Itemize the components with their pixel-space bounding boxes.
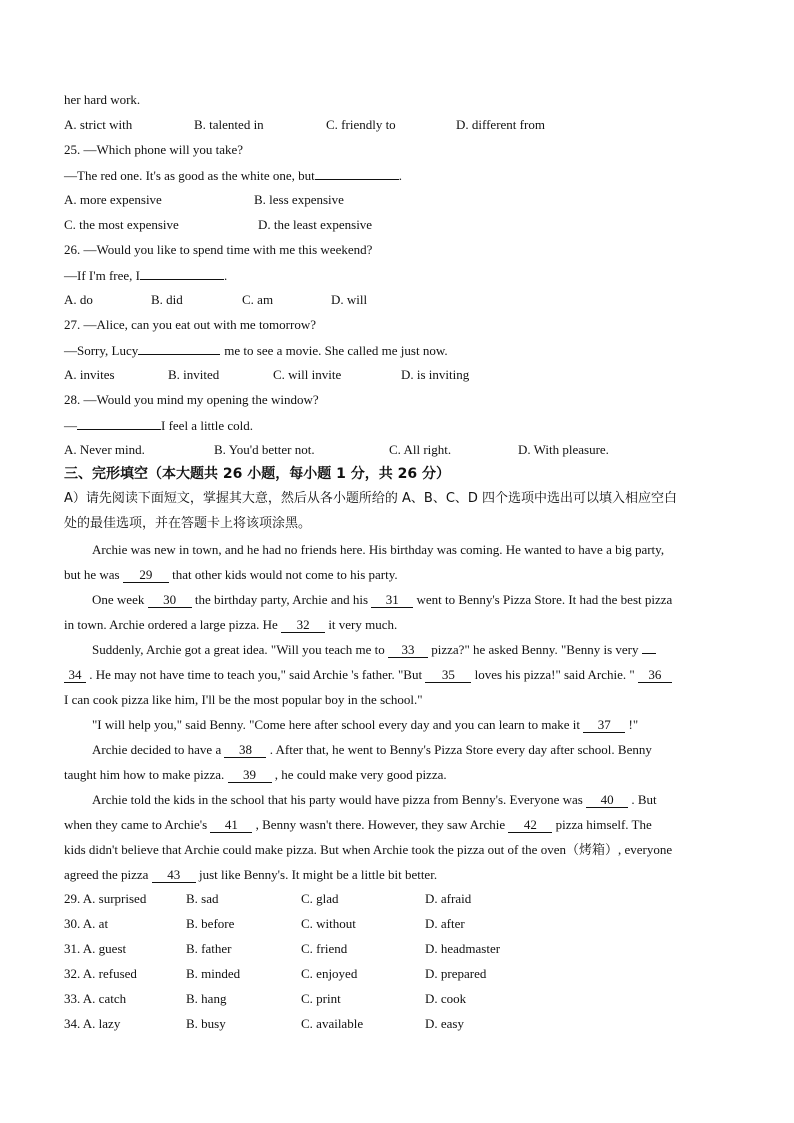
passage-p5-line2 [64,767,447,783]
blank-42: 42 [508,818,552,833]
q28-option-c: C. All right. [389,442,452,457]
q28-reply [64,417,253,434]
passage-p3-line1 [92,642,656,658]
passage-text: the birthday party, Archie and his [194,592,369,607]
answer-29-option-b: B. sad [186,891,219,906]
q27-reply-pre: —Sorry, Lucy [64,343,139,358]
q24-option-a: A. strict with [64,117,133,132]
answer-32-option-b: B. minded [186,966,241,981]
passage-text: just like Benny's. It might be a little bit better. [198,867,438,882]
answer-30-option-d: D. after [425,916,465,931]
passage-text: Suddenly, Archie got a great idea. "Will you teach me to [92,642,385,657]
q27-stem: 27. —Alice, can you eat out with me tomorrow? [64,317,316,332]
q27-reply-post: me to see a movie. She called me just now. [224,343,448,358]
q28-option-a: A. Never mind. [64,442,145,457]
answer-32-option-d: D. prepared [425,966,487,981]
passage-p6-line1 [92,792,657,808]
q27-option-a: A. invites [64,367,115,382]
passage-text: it very much. [328,617,398,632]
section-instruction-1: A）请先阅读下面短文，掌握其大意，然后从各小题所给的 A、B、C、D 四个选项中选出可以填入相应空白 [64,491,678,506]
answer-33-option-d: D. cook [425,991,467,1006]
answer-31-option-a: 31. A. guest [64,941,127,956]
passage-text: but he was [64,567,120,582]
passage-text: loves his pizza!" said Archie. " [474,667,635,682]
blank-35: 35 [425,668,471,683]
passage-p5-line1 [92,742,652,758]
q28-reply-post: I feel a little cold. [161,418,254,433]
q28-option-d: D. With pleasure. [518,442,609,457]
answer-32-option-a: 32. A. refused [64,966,137,981]
passage-text: "I will help you," said Benny. "Come here after school every day and you can learn to make it [92,717,580,732]
q27-option-c: C. will invite [273,367,342,382]
q25-reply-pre: —The red one. It's as good as the white one, but [64,168,315,183]
passage-p3-line2 [64,667,672,683]
passage-text: . After that, he went to Benny's Pizza Store every day after school. Benny [269,742,652,757]
q24-option-d: D. different from [456,117,545,132]
passage-text: taught him how to make pizza. [64,767,225,782]
blank-37: 37 [583,718,625,733]
passage-text: Archie decided to have a [92,742,222,757]
passage-text: , he could make very good pizza. [274,767,447,782]
q26-stem: 26. —Would you like to spend time with me this weekend? [64,242,373,257]
passage-text: that other kids would not come to his party. [172,567,398,582]
q28-option-b: B. You'd better not. [214,442,315,457]
q25-reply [64,167,402,184]
passage-text: Archie told the kids in the school that his party would have pizza from Benny's. Everyone was [92,792,583,807]
q28-blank [77,417,161,430]
answer-30-option-a: 30. A. at [64,916,109,931]
passage-p4 [92,717,638,733]
q28-stem: 28. —Would you mind my opening the window? [64,392,319,407]
section-heading: 三、完形填空（本大题共 26 小题，每小题 1 分，共 26 分） [64,466,450,482]
q25-option-a: A. more expensive [64,192,162,207]
blank-36: 36 [638,668,672,683]
q25-reply-post: . [398,168,402,183]
passage-text: agreed the pizza [64,867,149,882]
passage-p2-line2 [64,617,397,633]
q26-option-d: D. will [331,292,368,307]
passage-text: when they came to Archie's [64,817,208,832]
answer-31-option-b: B. father [186,941,232,956]
answer-34-option-c: C. available [301,1016,364,1031]
q25-stem: 25. —Which phone will you take? [64,142,244,157]
q26-blank [140,267,224,280]
answer-34-option-d: D. easy [425,1016,464,1031]
passage-p6-line3: kids didn't believe that Archie could make pizza. But when Archie took the pizza out of the oven（烤箱）, everyone [64,842,673,857]
q25-blank [315,167,399,180]
passage-text: !" [628,717,639,732]
passage-p3-line3: I can cook pizza like him, I'll be the most popular boy in the school." [64,692,423,707]
passage-p6-line2 [64,817,652,833]
q26-reply-post: . [223,268,228,283]
section-instruction-2: 处的最佳选项，并在答题卡上将该项涂黑。 [64,516,312,531]
q27-reply [64,342,448,359]
passage-text: pizza?" he asked Benny. "Benny is very [431,642,639,657]
answer-29-option-d: D. afraid [425,891,472,906]
answer-33-option-a: 33. A. catch [64,991,127,1006]
answer-31-option-c: C. friend [301,941,348,956]
passage-p1-line1: Archie was new in town, and he had no friends here. His birthday was coming. He wanted to have a big party, [92,542,665,557]
q28-reply-pre: — [64,418,77,433]
blank-31: 31 [371,593,413,608]
passage-text: pizza himself. The [555,817,652,832]
q24-tail: her hard work. [64,92,141,107]
passage-p2-line1 [92,592,672,608]
q26-option-c: C. am [242,292,274,307]
answer-30-option-b: B. before [186,916,235,931]
answer-33-option-b: B. hang [186,991,227,1006]
answer-31-option-d: D. headmaster [425,941,501,956]
passage-text: . He may not have time to teach you," said Archie 's father. "But [89,667,423,682]
q24-option-b: B. talented in [194,117,264,132]
blank-32: 32 [281,618,325,633]
blank-34: 34 [64,668,86,683]
passage-text: , Benny wasn't there. However, they saw Archie [255,817,506,832]
answer-29-option-c: C. glad [301,891,339,906]
passage-text: went to Benny's Pizza Store. It had the best pizza [416,592,673,607]
answer-34-option-a: 34. A. lazy [64,1016,121,1031]
q26-option-a: A. do [64,292,93,307]
blank-40: 40 [586,793,628,808]
answer-33-option-c: C. print [301,991,341,1006]
passage-p6-line4 [64,867,437,883]
blank-43: 43 [152,868,196,883]
answer-32-option-c: C. enjoyed [301,966,358,981]
q24-option-c: C. friendly to [326,117,396,132]
q26-reply [64,267,227,284]
answer-29-option-a: 29. A. surprised [64,891,147,906]
blank-38: 38 [224,743,266,758]
answer-34-option-b: B. busy [186,1016,226,1031]
blank-29: 29 [123,568,169,583]
q27-blank [138,342,220,355]
q26-reply-pre: —If I'm free, I [64,268,140,283]
q25-option-b: B. less expensive [254,192,344,207]
passage-p1-line2 [64,567,398,583]
blank-39: 39 [228,768,272,783]
q26-option-b: B. did [151,292,183,307]
blank-41: 41 [210,818,252,833]
blank-33: 33 [388,643,428,658]
q27-option-d: D. is inviting [401,367,470,382]
blank-30: 30 [148,593,192,608]
q25-option-c: C. the most expensive [64,217,179,232]
answer-30-option-c: C. without [301,916,356,931]
q27-option-b: B. invited [168,367,220,382]
blank-34-start [642,653,656,654]
passage-text: One week [92,592,145,607]
passage-text: in town. Archie ordered a large pizza. He [64,617,278,632]
q25-option-d: D. the least expensive [258,217,373,232]
passage-text: . But [631,792,657,807]
